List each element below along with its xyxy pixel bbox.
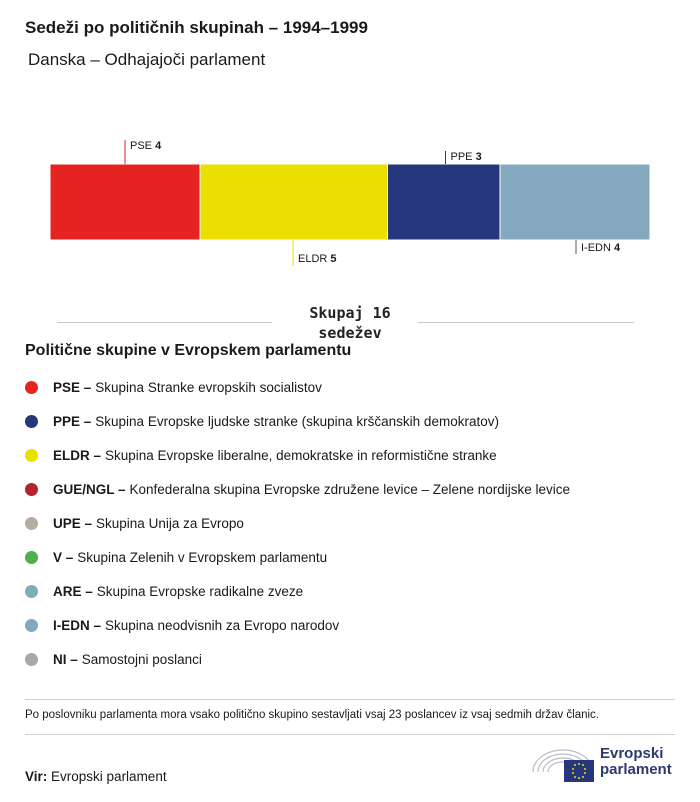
legend-abbr: ARE –	[53, 583, 93, 599]
legend-swatch	[25, 585, 38, 598]
total-seats-line2: sedežev	[318, 324, 382, 342]
legend-text: Skupina Stranke evropskih socialistov	[95, 379, 322, 395]
legend-text: Skupina Zelenih v Evropskem parlamentu	[77, 549, 328, 565]
source-label: Vir:	[25, 769, 48, 784]
legend-item	[25, 438, 570, 472]
ep-logo	[530, 742, 680, 786]
legend-item	[25, 404, 570, 438]
legend-text: Samostojni poslanci	[81, 651, 202, 667]
legend-item	[25, 472, 570, 506]
legend-item	[25, 506, 570, 540]
legend-swatch	[25, 551, 38, 564]
total-seats-line1: Skupaj 16	[309, 304, 391, 322]
legend-abbr: I-EDN –	[53, 617, 102, 633]
logo-line2: parlament	[600, 761, 672, 778]
legend-item	[25, 608, 570, 642]
source-line	[25, 769, 167, 784]
note-divider-top	[25, 699, 675, 700]
note-divider-bottom	[25, 734, 675, 735]
legend-swatch	[25, 517, 38, 530]
legend-text: Konfederalna skupina Evropske združene levice – Zelene nordijske levice	[129, 481, 571, 497]
legend-item	[25, 574, 570, 608]
legend-swatch	[25, 653, 38, 666]
legend-abbr: ELDR –	[53, 447, 102, 463]
total-divider-right	[418, 322, 634, 323]
stacked-bar-chart	[0, 130, 700, 270]
footnote: Po poslovniku parlamenta mora vsako politično skupino sestavljati vsaj 23 poslancev iz vsaj sedmih držav članic.	[25, 709, 600, 721]
total-seats-label	[290, 303, 410, 343]
legend-text: Skupina Evropske radikalne zveze	[96, 583, 304, 599]
chart-subtitle: Danska – Odhajajoči parlament	[28, 50, 266, 69]
legend-text: Skupina neodvisnih za Evropo narodov	[105, 617, 340, 633]
data-label-ppe: PPE 3	[450, 151, 482, 163]
data-label-i-edn: I-EDN 4	[581, 242, 621, 254]
logo-text	[600, 746, 672, 778]
data-label-pse: PSE 4	[130, 140, 162, 152]
bar-segment-pse	[50, 164, 200, 240]
bar-segment-ppe	[388, 164, 501, 240]
legend-item	[25, 370, 570, 404]
legend-text: Skupina Evropske liberalne, demokratske in reformistične stranke	[105, 447, 497, 463]
legend-abbr: GUE/NGL –	[53, 481, 126, 497]
legend-item	[25, 642, 570, 676]
legend-text: Skupina Evropske ljudske stranke (skupina krščanskih demokratov)	[95, 413, 499, 429]
legend-abbr: NI –	[53, 651, 78, 667]
chart-title: Sedeži po političnih skupinah – 1994–1999	[25, 18, 368, 37]
bar-segment-i-edn	[500, 164, 650, 240]
legend-swatch	[25, 619, 38, 632]
legend-item	[25, 540, 570, 574]
data-label-eldr: ELDR 5	[298, 253, 337, 265]
total-divider-left	[57, 322, 272, 323]
legend-swatch	[25, 449, 38, 462]
hemicycle-icon	[530, 742, 596, 786]
legend-swatch	[25, 381, 38, 394]
legend-title: Politične skupine v Evropskem parlamentu	[25, 342, 352, 359]
bar-segment-eldr	[200, 164, 388, 240]
legend-list	[25, 370, 570, 676]
legend-swatch	[25, 415, 38, 428]
legend-abbr: UPE –	[53, 515, 93, 531]
legend-text: Skupina Unija za Evropo	[96, 515, 244, 531]
legend-abbr: V –	[53, 549, 74, 565]
legend-abbr: PPE –	[53, 413, 92, 429]
legend-abbr: PSE –	[53, 379, 92, 395]
logo-line1: Evropski	[600, 745, 664, 762]
legend-swatch	[25, 483, 38, 496]
source-text: Evropski parlament	[51, 769, 167, 784]
